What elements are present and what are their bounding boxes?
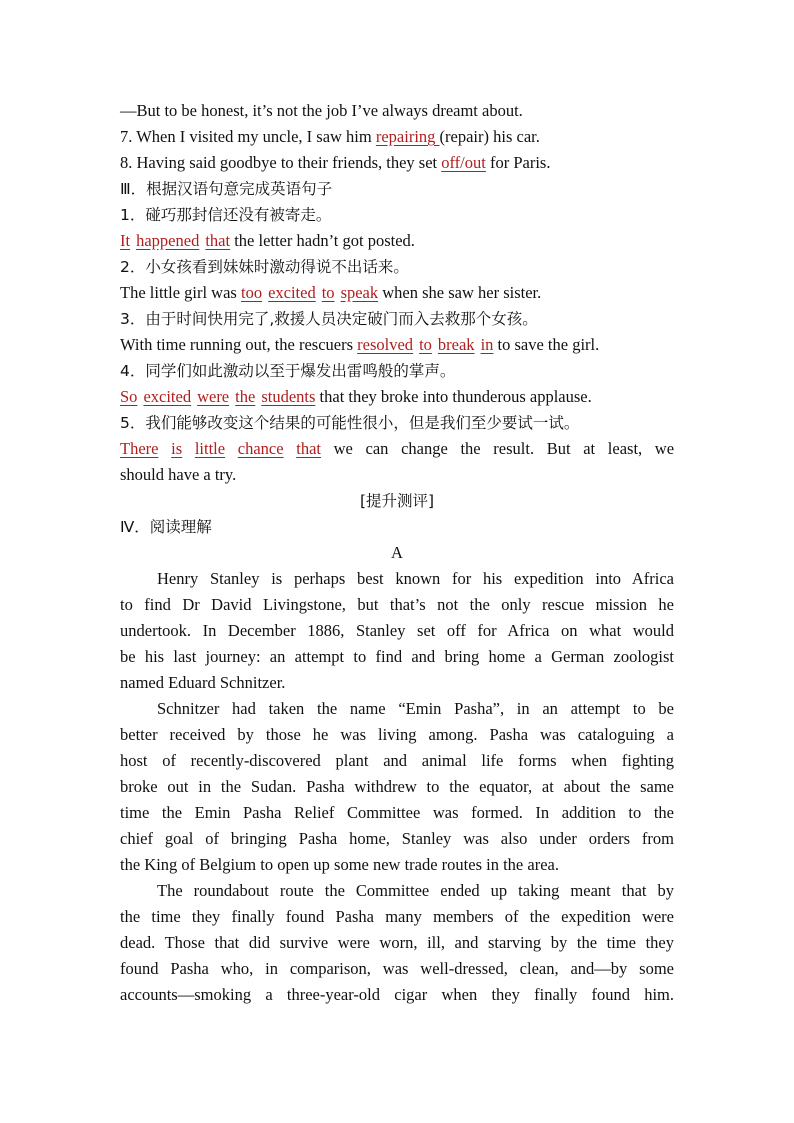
- text: 7. When I visited my uncle, I saw him: [120, 127, 376, 146]
- exercise-line-7: [120, 124, 674, 150]
- section-heading-3: Ⅲ．根据汉语句意完成英语句子: [120, 180, 333, 198]
- answer-word: resolved: [357, 335, 414, 354]
- answer-word: chance: [237, 439, 284, 458]
- answer-sentence-4: [120, 384, 674, 410]
- answer-word: students: [261, 387, 316, 406]
- text: the letter hadn’t got posted.: [230, 231, 415, 250]
- answer-word: So: [120, 387, 138, 406]
- passage-line: host of recently-discovered plant and animal life forms when fighting: [120, 751, 674, 770]
- text: that they broke into thunderous applause.: [315, 387, 592, 406]
- answer-word: were: [197, 387, 230, 406]
- section-tag: [提升测评]: [359, 492, 435, 510]
- answer-word: break: [437, 335, 475, 354]
- document-page: [120, 98, 674, 1008]
- passage-line: Schnitzer had taken the name “Emin Pasha”, in an attempt to be: [157, 699, 674, 718]
- section-heading-4: Ⅳ．阅读理解: [120, 518, 212, 536]
- passage-line: dead. Those that did survive were worn, ill, and starving by the time they: [120, 933, 674, 952]
- answer-word: little: [194, 439, 226, 458]
- answer-sentence-3: [120, 332, 674, 358]
- passage-line: found Pasha who, in comparison, was well-dressed, clean, and—by some: [120, 959, 674, 978]
- answer-word: to: [419, 335, 432, 354]
- answer-word: excited: [268, 283, 316, 302]
- passage-line: chief goal of bringing Pasha home, Stanley was also under orders from: [120, 829, 674, 848]
- text: The little girl was: [120, 283, 241, 302]
- passage-line: accounts—smoking a three-year-old cigar when they finally found him.: [120, 985, 674, 1004]
- passage-line: to find Dr David Livingstone, but that’s not the only rescue mission he: [120, 595, 674, 614]
- passage-line: time the Emin Pasha Relief Committee was formed. In addition to the: [120, 803, 674, 822]
- chinese-prompt-5: 5．我们能够改变这个结果的可能性很小，但是我们至少要试一试。: [120, 414, 580, 432]
- answer-word: too: [240, 283, 263, 302]
- answer-word: excited: [143, 387, 192, 406]
- answer-word: that: [205, 231, 231, 250]
- answer-word: happened: [136, 231, 200, 250]
- answer-line-6-continued: —But to be honest, it’s not the job I’ve always dreamt about.: [120, 101, 523, 120]
- passage-line: better received by those he was living among. Pasha was cataloguing a: [120, 725, 674, 744]
- chinese-prompt-2: 2．小女孩看到妹妹时激动得说不出话来。: [120, 258, 409, 276]
- answer-word: in: [480, 335, 494, 354]
- answer-sentence-1: [120, 228, 674, 254]
- passage-line: The roundabout route the Committee ended up taking meant that by: [157, 881, 674, 900]
- answer-word: It: [120, 231, 131, 250]
- text: With time running out, the rescuers: [120, 335, 358, 354]
- answer-word: the: [235, 387, 256, 406]
- answer-sentence-5-continued: should have a try.: [120, 465, 237, 484]
- answer-word: repairing: [375, 127, 440, 146]
- chinese-prompt-4: 4．同学们如此激动以至于爆发出雷鸣般的掌声。: [120, 362, 456, 380]
- passage-line: broke out in the Sudan. Pasha withdrew to the equator, at about the same: [120, 777, 674, 796]
- passage-line: be his last journey: an attempt to find and bring home a German zoologist: [120, 647, 674, 666]
- exercise-line-8: [120, 150, 674, 176]
- answer-word: speak: [340, 283, 379, 302]
- text: for Paris.: [485, 153, 551, 172]
- answer-word: There: [120, 439, 159, 458]
- text: to save the girl.: [493, 335, 600, 354]
- passage-line: named Eduard Schnitzer.: [120, 673, 286, 692]
- passage-line: undertook. In December 1886, Stanley set off for Africa on what would: [120, 621, 674, 640]
- answer-word: off/out: [441, 153, 486, 172]
- passage-line: the King of Belgium to open up some new trade routes in the area.: [120, 855, 559, 874]
- chinese-prompt-3: 3．由于时间快用完了,救援人员决定破门而入去救那个女孩。: [120, 310, 538, 328]
- answer-word: is: [171, 439, 183, 458]
- text: we can change the result. But at least, we: [320, 439, 675, 458]
- answer-sentence-5: [120, 436, 674, 462]
- passage-label: A: [391, 543, 403, 562]
- text: 8. Having said goodbye to their friends, they set: [120, 153, 442, 172]
- passage-line: Henry Stanley is perhaps best known for his expedition into Africa: [157, 569, 674, 588]
- answer-sentence-2: [120, 280, 674, 306]
- text: when she saw her sister.: [378, 283, 542, 302]
- text: (repair) his car.: [439, 127, 540, 146]
- answer-word: that: [296, 439, 321, 458]
- chinese-prompt-1: 1．碰巧那封信还没有被寄走。: [120, 206, 332, 224]
- passage-line: the time they finally found Pasha many members of the expedition were: [120, 907, 674, 926]
- answer-word: to: [321, 283, 335, 302]
